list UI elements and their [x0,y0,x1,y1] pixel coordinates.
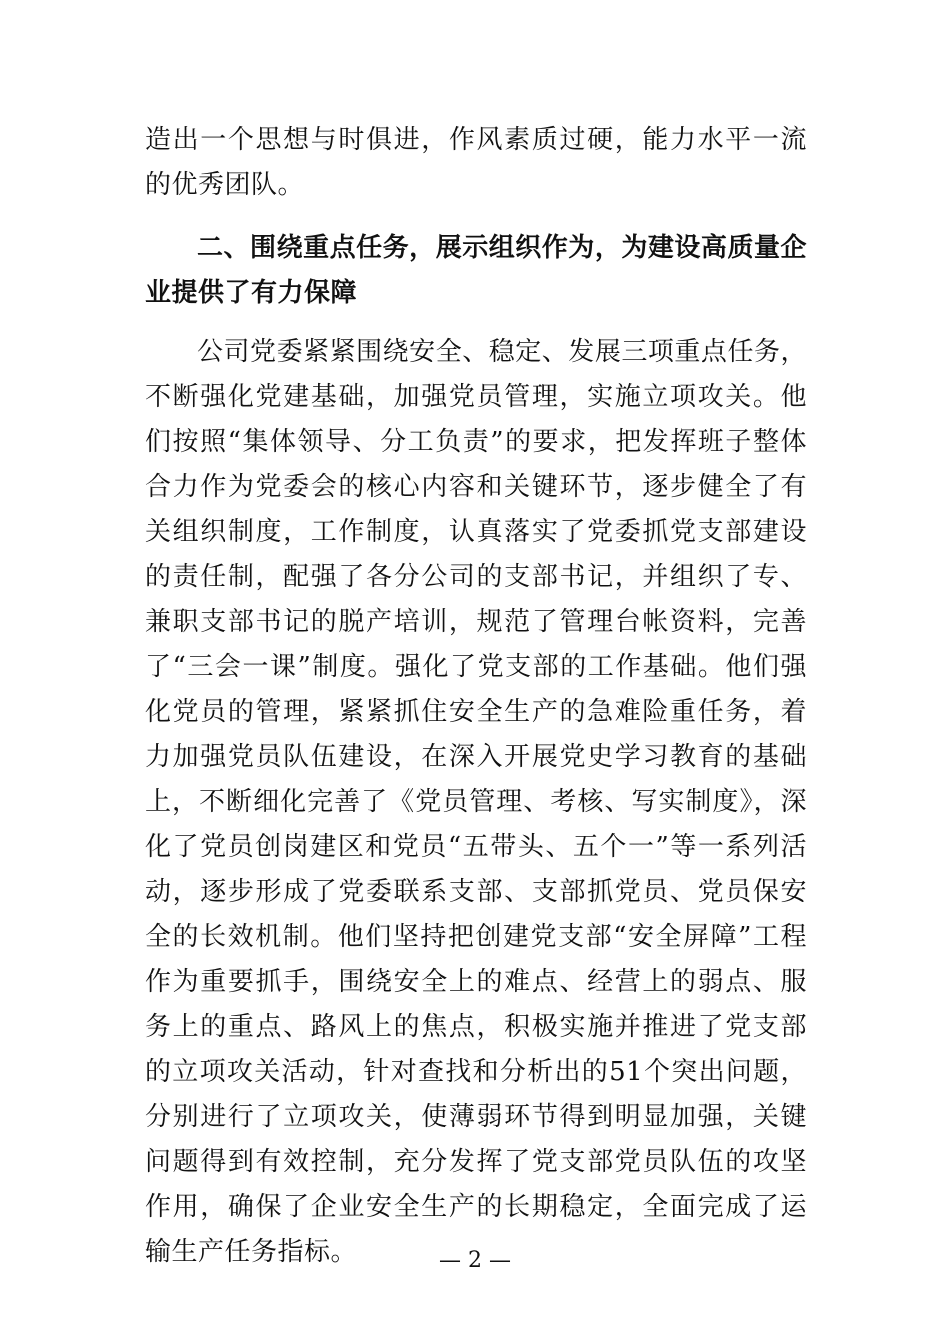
section-heading: 二、围绕重点任务，展示组织作为，为建设高质量企业提供了有力保障 [145,233,807,308]
page-number: — 2 — [439,1248,511,1273]
body-paragraph: 公司党委紧紧围绕安全、稳定、发展三项重点任务，不断强化党建基础，加强党员管理，实施立项攻关。他们按照“集体领导、分工负责”的要求，把发挥班子整体合力作为党委会的核心内容和关键环节，逐步健全了有关组织制度，工作制度，认真落实了党委抓党支部建设的责任制，配强了各分公司的支部书记，并组织了专、兼职支部书记的脱产培训，规范了管理台帐资料，完善了“三会一课”制度。强化了党支部的工作基础。他们强化党员的管理，紧紧抓住安全生产的急难险重任务，着力加强党员队伍建设，在深入开展党史学习教育的基础上，不断细化完善了《党员管理、考核、写实制度》，深化了党员创岗建区和党员“五带头、五个一”等一系列活动，逐步形成了党委联系支部、支部抓党员、党员保安全的长效机制。他们坚持把创建党支部“安全屏障”工程作为重要抓手，围绕安全上的难点、经营上的弱点、服务上的重点、路风上的焦点，积极实施并推进了党支部的立项攻关活动，针对查找和分析出的51个突出问题，分别进行了立项攻关，使薄弱环节得到明显加强，关键问题得到有效控制，充分发挥了党支部党员队伍的攻坚作用，确保了企业安全生产的长期稳定，全面完成了运输生产任务指标。 [145,337,807,1267]
continuation-paragraph: 造出一个思想与时俱进，作风素质过硬，能力水平一流的优秀团队。 [145,125,807,200]
document-page [145,118,807,1275]
